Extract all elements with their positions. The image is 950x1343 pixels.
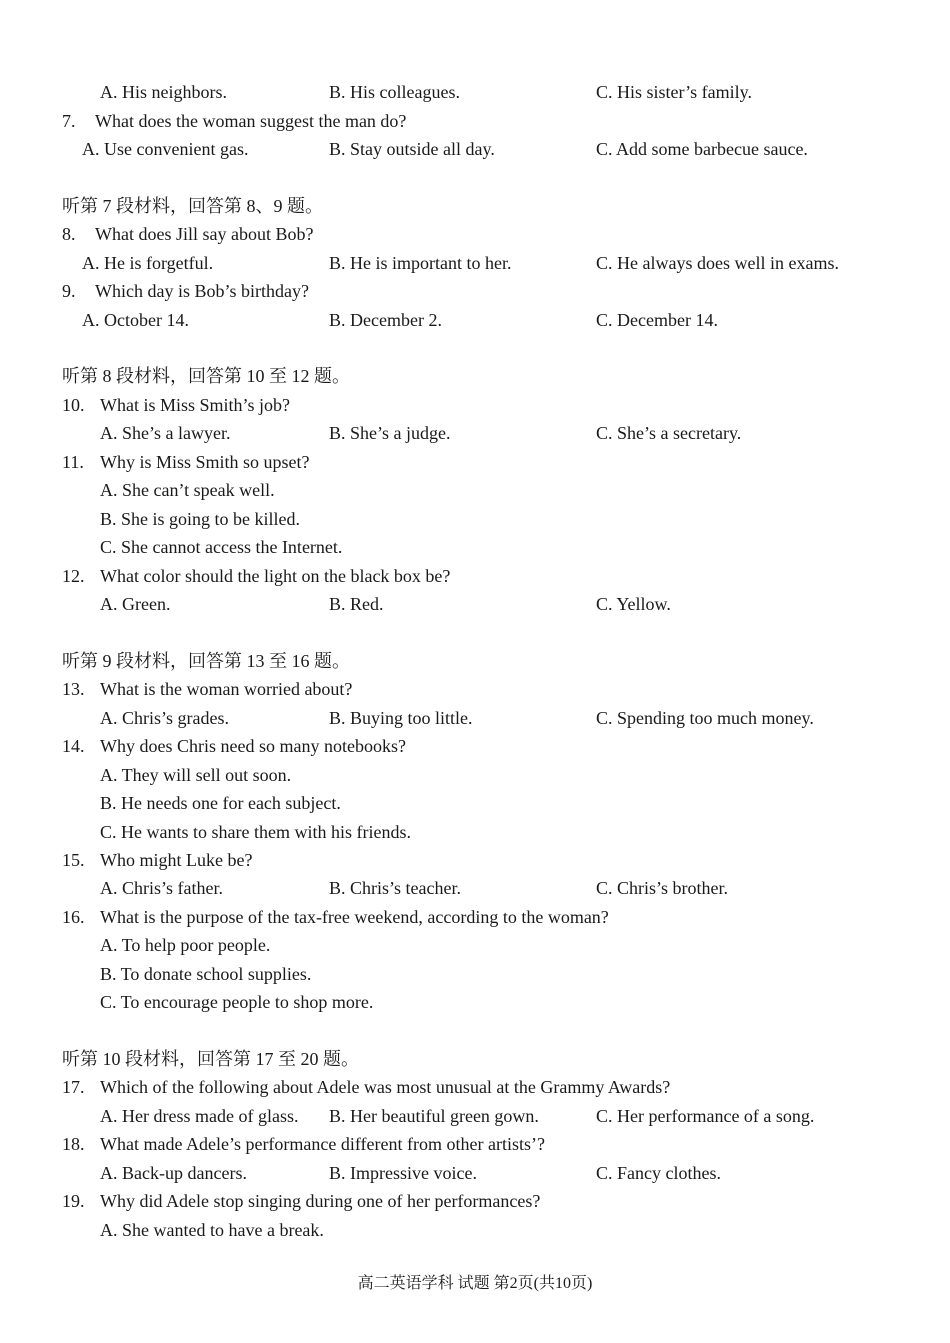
q13-number: 13.	[62, 679, 85, 699]
q17-option-a: A. Her dress made of glass.	[100, 1106, 299, 1126]
q14-option-c: C. He wants to share them with his friends.	[100, 822, 411, 842]
q8-option-a: A. He is forgetful.	[82, 253, 214, 273]
q11-option-b: B. She is going to be killed.	[100, 509, 300, 529]
q13-option-c: C. Spending too much money.	[596, 708, 814, 728]
q14-text: Why does Chris need so many notebooks?	[100, 736, 406, 756]
q17-option-c: C. Her performance of a song.	[596, 1106, 815, 1126]
q10-text: What is Miss Smith’s job?	[100, 395, 291, 415]
q9-option-a: A. October 14.	[82, 310, 189, 330]
q18-number: 18.	[62, 1134, 85, 1154]
q10-option-b: B. She’s a judge.	[329, 423, 451, 443]
q8-option-c: C. He always does well in exams.	[596, 253, 839, 273]
q14-option-b: B. He needs one for each subject.	[100, 793, 341, 813]
q16-option-b: B. To donate school supplies.	[100, 964, 312, 984]
q11-number: 11.	[62, 452, 84, 472]
q11-text: Why is Miss Smith so upset?	[100, 452, 310, 472]
q6-option-a: A. His neighbors.	[100, 82, 227, 102]
q17-number: 17.	[62, 1077, 85, 1097]
q17-text: Which of the following about Adele was most unusual at the Grammy Awards?	[100, 1077, 671, 1097]
q13-option-a: A. Chris’s grades.	[100, 708, 229, 728]
q12-option-b: B. Red.	[329, 594, 384, 614]
q14-number: 14.	[62, 736, 85, 756]
q13-text: What is the woman worried about?	[100, 679, 353, 699]
section-8-heading: 听第 8 段材料，回答第 10 至 12 题。	[62, 366, 350, 386]
q15-option-a: A. Chris’s father.	[100, 878, 223, 898]
q12-option-a: A. Green.	[100, 594, 171, 614]
q19-text: Why did Adele stop singing during one of her performances?	[100, 1191, 541, 1211]
q12-text: What color should the light on the black box be?	[100, 566, 451, 586]
q19-option-a: A. She wanted to have a break.	[100, 1220, 324, 1240]
section-7-heading: 听第 7 段材料，回答第 8、9 题。	[62, 196, 323, 216]
q12-option-c: C. Yellow.	[596, 594, 671, 614]
q10-option-c: C. She’s a secretary.	[596, 423, 742, 443]
q12-number: 12.	[62, 566, 85, 586]
q11-option-a: A. She can’t speak well.	[100, 480, 275, 500]
q11-option-c: C. She cannot access the Internet.	[100, 537, 343, 557]
q7-text: What does the woman suggest the man do?	[95, 111, 407, 131]
q16-text: What is the purpose of the tax-free weekend, according to the woman?	[100, 907, 609, 927]
q14-option-a: A. They will sell out soon.	[100, 765, 292, 785]
page-footer: 高二英语学科 试题 第2页(共10页)	[357, 1275, 593, 1292]
q8-text: What does Jill say about Bob?	[95, 224, 314, 244]
q8-option-b: B. He is important to her.	[329, 253, 512, 273]
q15-text: Who might Luke be?	[100, 850, 253, 870]
q18-option-b: B. Impressive voice.	[329, 1163, 477, 1183]
section-10-heading: 听第 10 段材料，回答第 17 至 20 题。	[62, 1049, 359, 1069]
q7-option-b: B. Stay outside all day.	[329, 139, 495, 159]
q6-option-b: B. His colleagues.	[329, 82, 460, 102]
q16-option-c: C. To encourage people to shop more.	[100, 992, 374, 1012]
q7-option-a: A. Use convenient gas.	[82, 139, 249, 159]
q6-option-c: C. His sister’s family.	[596, 82, 752, 102]
q10-number: 10.	[62, 395, 85, 415]
q9-number: 9.	[62, 281, 76, 301]
q13-option-b: B. Buying too little.	[329, 708, 473, 728]
q15-option-c: C. Chris’s brother.	[596, 878, 729, 898]
q7-option-c: C. Add some barbecue sauce.	[596, 139, 808, 159]
q8-number: 8.	[62, 224, 76, 244]
q17-option-b: B. Her beautiful green gown.	[329, 1106, 539, 1126]
q19-number: 19.	[62, 1191, 85, 1211]
q15-option-b: B. Chris’s teacher.	[329, 878, 461, 898]
q16-number: 16.	[62, 907, 85, 927]
q10-option-a: A. She’s a lawyer.	[100, 423, 231, 443]
q7-number: 7.	[62, 111, 76, 131]
q9-text: Which day is Bob’s birthday?	[95, 281, 309, 301]
section-9-heading: 听第 9 段材料，回答第 13 至 16 题。	[62, 651, 350, 671]
q16-option-a: A. To help poor people.	[100, 935, 271, 955]
q18-text: What made Adele’s performance different from other artists’?	[100, 1134, 545, 1154]
q18-option-c: C. Fancy clothes.	[596, 1163, 721, 1183]
q15-number: 15.	[62, 850, 85, 870]
q18-option-a: A. Back-up dancers.	[100, 1163, 247, 1183]
q9-option-b: B. December 2.	[329, 310, 442, 330]
q9-option-c: C. December 14.	[596, 310, 718, 330]
